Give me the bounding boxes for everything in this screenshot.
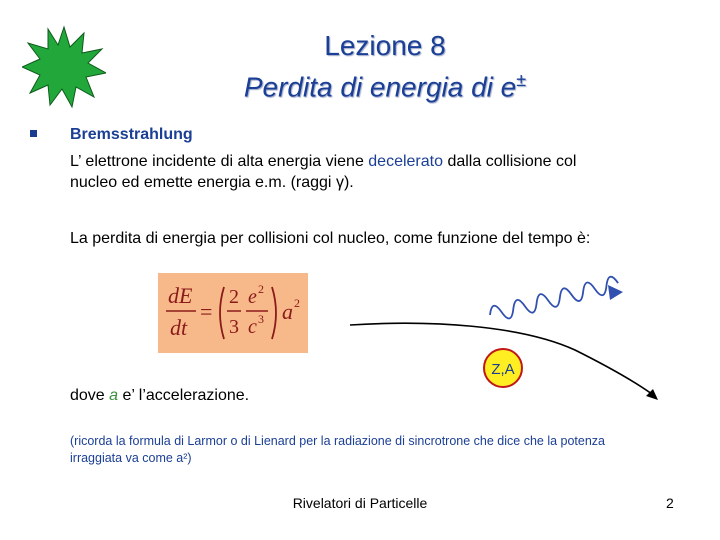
slide-subtitle <box>190 70 580 103</box>
bullet-heading: Bremsstrahlung <box>70 126 193 143</box>
paragraph-line-2 <box>70 172 354 193</box>
formula-c: c <box>248 316 257 338</box>
green-starburst-icon <box>22 25 106 109</box>
bullet-marker <box>30 130 37 137</box>
formula-lhs-num: dE <box>168 283 193 308</box>
paragraph-text: dalla collisione col <box>443 153 577 170</box>
slide-title: Lezione 8 <box>324 30 446 61</box>
acceleration-symbol: a <box>109 387 119 404</box>
larmor-formula <box>158 273 308 353</box>
footer-course-title: Rivelatori di Particelle <box>292 495 428 511</box>
formula-e: e <box>248 286 257 308</box>
dove-text-tail: e’ l’accelerazione. <box>118 387 250 404</box>
gamma-symbol: γ <box>335 174 344 191</box>
formula-a: a <box>282 299 293 324</box>
formula-c-exp: 3 <box>258 312 264 326</box>
formula-frac-num: 2 <box>229 286 239 308</box>
formula-lhs-den: dt <box>170 315 188 340</box>
paragraph-text: L’ elettrone incidente di alta energia viene <box>70 153 369 170</box>
acceleration-line <box>70 385 249 406</box>
highlight-decelerato: decelerato <box>368 153 443 170</box>
paragraph-line-1 <box>70 151 576 172</box>
note-line-2: irraggiata va come a²) <box>70 451 192 465</box>
page-number: 2 <box>666 495 674 511</box>
paragraph-text: nucleo ed emette energia e.m. (raggi <box>70 174 336 191</box>
formula-equals: = <box>200 299 213 324</box>
note-line-1: (ricorda la formula di Larmor o di Lienard per la radiazione di sincrotrone che dice che la potenza <box>70 434 606 448</box>
larmor-note <box>70 433 690 467</box>
formula-a-exp: 2 <box>294 296 300 310</box>
photon-wave <box>488 275 620 322</box>
dove-text: dove <box>70 387 110 404</box>
formula-frac-den: 3 <box>229 316 239 338</box>
bremsstrahlung-diagram <box>340 270 680 410</box>
photon-arrowhead <box>608 285 623 300</box>
subtitle-superscript: ± <box>516 70 527 90</box>
nucleus-label: Z,A <box>491 361 515 378</box>
paragraph-energy-loss: La perdita di energia per collisioni col nucleo, come funzione del tempo è: <box>70 230 591 247</box>
formula-e-exp: 2 <box>258 282 264 296</box>
paragraph-text: ). <box>343 174 354 191</box>
subtitle-text: Perdita di energia di e <box>243 71 517 103</box>
formula-graphic <box>158 273 308 353</box>
